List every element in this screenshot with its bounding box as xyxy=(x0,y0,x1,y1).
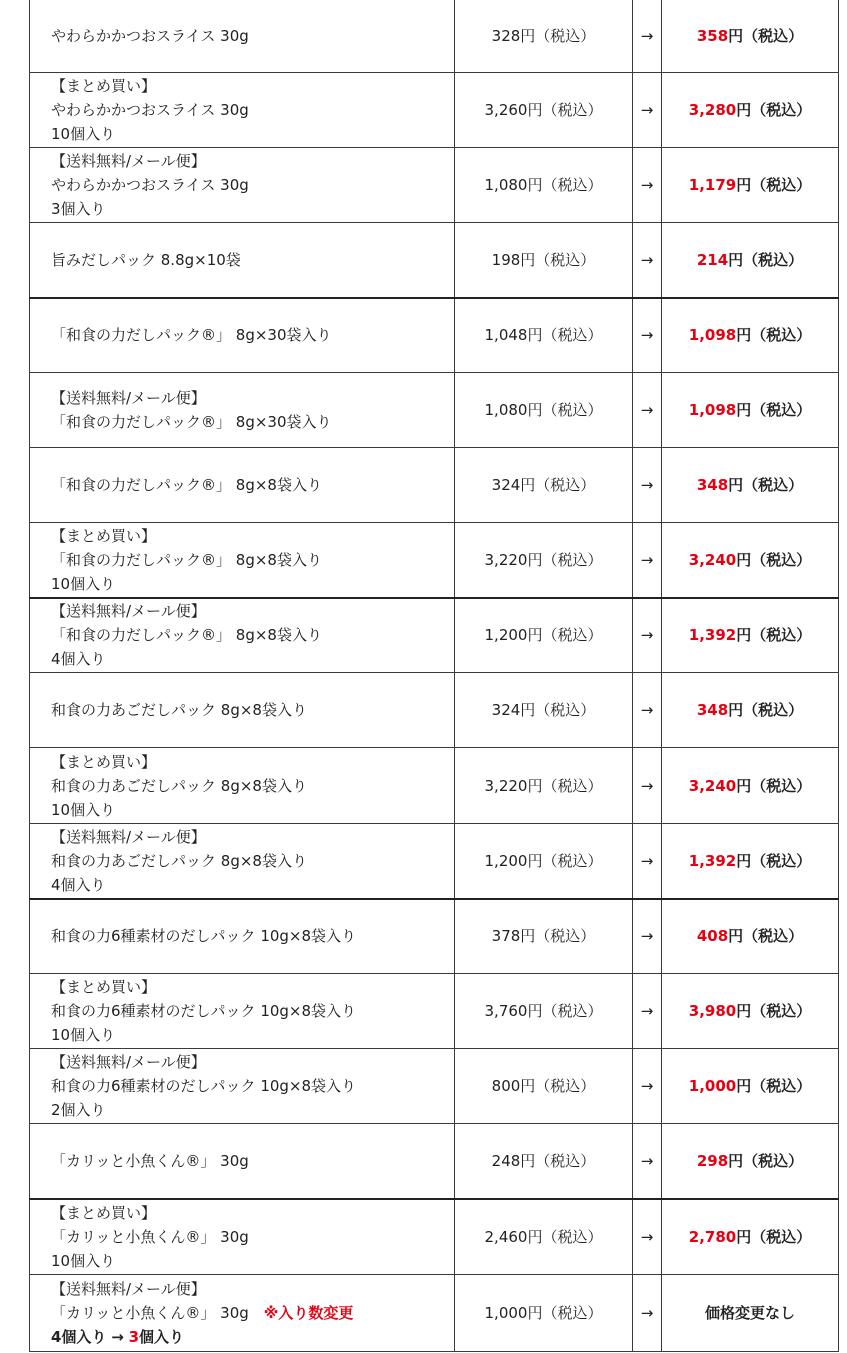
table-row xyxy=(30,73,839,148)
product-name: 和食の力あごだしパック 8g×8袋入り xyxy=(51,851,307,870)
arrow-cell xyxy=(633,298,662,373)
new-price-suffix: 円（税込） xyxy=(728,701,804,719)
old-price: 1,000円（税込） xyxy=(484,1304,603,1322)
new-price-amount: 408 xyxy=(696,927,729,946)
new-price-suffix: 円（税込） xyxy=(736,176,812,194)
table-row xyxy=(30,748,839,824)
product-name-cell xyxy=(30,0,455,73)
product-name-cell xyxy=(30,1124,455,1199)
new-price-amount: 348 xyxy=(696,476,729,494)
product-name: 「カリッと小魚くん®」 30g xyxy=(51,1227,249,1246)
new-price-suffix: 円（税込） xyxy=(736,851,812,870)
new-price-suffix: 円（税込） xyxy=(728,26,804,45)
new-price-amount: 2,780 xyxy=(688,1227,737,1246)
product-name: 「和食の力だしパック®」 8g×30袋入り xyxy=(51,326,332,345)
old-price-cell xyxy=(455,899,633,974)
old-price-cell xyxy=(455,298,633,373)
right-arrow-icon: → xyxy=(640,626,654,645)
product-tag: 【送料無料/メール便】 xyxy=(51,602,206,621)
price-table-body xyxy=(30,0,839,1352)
right-arrow-icon: → xyxy=(640,701,654,719)
old-price: 3,760円（税込） xyxy=(484,1002,603,1020)
new-price-suffix: 円（税込） xyxy=(736,1077,812,1095)
product-name-cell xyxy=(30,523,455,598)
product-name-cell xyxy=(30,298,455,373)
old-price: 1,200円（税込） xyxy=(484,626,603,645)
old-price-cell xyxy=(455,373,633,448)
old-price: 198円（税込） xyxy=(491,250,596,269)
right-arrow-icon: → xyxy=(640,1077,654,1095)
product-tag: 【送料無料/メール便】 xyxy=(51,1280,206,1298)
table-row xyxy=(30,899,839,974)
right-arrow-icon: → xyxy=(640,401,654,419)
new-price-cell xyxy=(662,298,839,373)
old-price-cell xyxy=(455,1124,633,1199)
arrow-cell xyxy=(633,1049,662,1124)
old-price: 1,048円（税込） xyxy=(484,326,603,345)
product-name-cell xyxy=(30,974,455,1049)
table-row xyxy=(30,223,839,298)
arrow-cell xyxy=(633,1124,662,1199)
product-tag: 【送料無料/メール便】 xyxy=(51,152,206,170)
product-quantity: 10個入り xyxy=(51,1026,116,1044)
product-name: やわらかかつおスライス 30g xyxy=(51,101,249,119)
price-change-table xyxy=(29,0,839,1352)
product-name: 「和食の力だしパック®」 8g×8袋入り xyxy=(51,476,322,494)
product-name-cell xyxy=(30,223,455,298)
old-price-cell xyxy=(455,223,633,298)
product-name: 旨みだしパック 8.8g×10袋 xyxy=(51,250,241,269)
arrow-cell xyxy=(633,523,662,598)
new-price-cell xyxy=(662,598,839,673)
table-row xyxy=(30,0,839,73)
new-price-amount: 1,392 xyxy=(688,851,737,870)
product-quantity: 4個入り xyxy=(51,650,106,669)
product-tag: 【まとめ買い】 xyxy=(51,77,157,95)
product-quantity: 10個入り xyxy=(51,574,116,593)
old-price-cell xyxy=(455,73,633,148)
old-price-cell xyxy=(455,824,633,899)
table-row xyxy=(30,1049,839,1124)
new-price-suffix: 円（税込） xyxy=(736,101,812,119)
table-row xyxy=(30,974,839,1049)
new-quantity-number: 3 xyxy=(128,1328,140,1346)
product-name: 和食の力6種素材のだしパック 10g×8袋入り xyxy=(51,927,357,946)
arrow-cell xyxy=(633,0,662,73)
new-price-amount: 348 xyxy=(696,701,729,719)
old-price-cell xyxy=(455,523,633,598)
product-quantity: 2個入り xyxy=(51,1101,106,1119)
table-row xyxy=(30,824,839,899)
product-name-cell xyxy=(30,1275,455,1352)
product-name-cell xyxy=(30,1199,455,1275)
product-tag: 【まとめ買い】 xyxy=(51,526,157,545)
new-price-suffix: 円（税込） xyxy=(736,626,812,645)
new-price-suffix: 円（税込） xyxy=(736,1227,812,1246)
old-quantity: 4個入り xyxy=(51,1328,107,1346)
right-arrow-icon: → xyxy=(640,326,654,345)
new-price-amount: 3,280 xyxy=(688,101,737,119)
new-price-amount: 1,098 xyxy=(688,326,737,345)
new-price-cell xyxy=(662,899,839,974)
new-quantity-suffix: 個入り xyxy=(139,1328,185,1346)
old-price-cell xyxy=(455,148,633,223)
old-price-cell xyxy=(455,0,633,73)
product-name: 和食の力6種素材のだしパック 10g×8袋入り xyxy=(51,1002,357,1020)
table-row xyxy=(30,673,839,748)
arrow-cell xyxy=(633,73,662,148)
new-price-amount: 1,179 xyxy=(688,176,737,194)
right-arrow-icon: → xyxy=(640,476,654,494)
new-price-suffix: 円（税込） xyxy=(728,1151,804,1170)
old-price-cell xyxy=(455,448,633,523)
table-row xyxy=(30,598,839,673)
new-price-suffix: 円（税込） xyxy=(736,550,812,569)
new-price-suffix: 円（税込） xyxy=(736,326,812,345)
new-price-amount: 3,240 xyxy=(688,776,737,795)
new-price-cell xyxy=(662,73,839,148)
table-row xyxy=(30,1124,839,1199)
new-price-suffix: 円（税込） xyxy=(736,401,812,419)
product-name: 「和食の力だしパック®」 8g×8袋入り xyxy=(51,550,322,569)
product-name: 「和食の力だしパック®」 8g×30袋入り xyxy=(51,413,332,431)
product-name-cell xyxy=(30,148,455,223)
product-name-cell xyxy=(30,448,455,523)
table-row xyxy=(30,1199,839,1275)
old-price: 1,080円（税込） xyxy=(484,176,603,194)
new-price-amount: 1,000 xyxy=(688,1077,737,1095)
right-arrow-icon: → xyxy=(640,851,654,870)
new-price-suffix: 円（税込） xyxy=(728,476,804,494)
new-price-amount: 214 xyxy=(696,250,729,269)
right-arrow-icon: → xyxy=(640,1002,654,1020)
product-name-cell xyxy=(30,899,455,974)
new-price-suffix: 円（税込） xyxy=(728,250,804,269)
product-tag: 【まとめ買い】 xyxy=(51,752,157,771)
new-price-cell xyxy=(662,748,839,824)
new-price-cell xyxy=(662,1049,839,1124)
product-name: 「カリッと小魚くん®」 30g xyxy=(51,1304,249,1322)
new-price-cell xyxy=(662,448,839,523)
right-arrow-icon: → xyxy=(640,550,654,569)
quantity-change-note: ※入り数変更 xyxy=(263,1304,354,1322)
old-price-cell xyxy=(455,673,633,748)
new-price-amount: 3,980 xyxy=(688,1002,737,1020)
arrow-cell xyxy=(633,1275,662,1352)
right-arrow-icon: → xyxy=(640,776,654,795)
new-price-amount: 358 xyxy=(696,26,729,45)
new-price-cell xyxy=(662,974,839,1049)
arrow-cell xyxy=(633,748,662,824)
new-price-amount: 3,240 xyxy=(688,550,737,569)
product-tag: 【送料無料/メール便】 xyxy=(51,1053,206,1071)
product-name-cell xyxy=(30,373,455,448)
no-price-change: 価格変更なし xyxy=(704,1304,795,1322)
old-price: 324円（税込） xyxy=(491,701,596,719)
new-price-cell xyxy=(662,0,839,73)
arrow-cell xyxy=(633,899,662,974)
product-name: やわらかかつおスライス 30g xyxy=(51,26,249,45)
new-price-cell xyxy=(662,148,839,223)
new-price-cell xyxy=(662,1199,839,1275)
new-price-suffix: 円（税込） xyxy=(736,776,812,795)
product-name: 和食の力あごだしパック 8g×8袋入り xyxy=(51,701,307,719)
product-name-line xyxy=(51,1301,454,1325)
old-price-cell xyxy=(455,1199,633,1275)
table-row xyxy=(30,373,839,448)
old-price-cell xyxy=(455,748,633,824)
new-price-cell xyxy=(662,1275,839,1352)
arrow-cell xyxy=(633,148,662,223)
product-quantity: 10個入り xyxy=(51,125,116,143)
right-arrow-icon: → xyxy=(640,1151,654,1170)
new-price-cell xyxy=(662,1124,839,1199)
new-price-cell xyxy=(662,223,839,298)
old-price-cell xyxy=(455,1275,633,1352)
product-name: 和食の力あごだしパック 8g×8袋入り xyxy=(51,776,307,795)
right-arrow-icon: → xyxy=(640,250,654,269)
old-price: 328円（税込） xyxy=(491,26,596,45)
quantity-change-line xyxy=(51,1325,454,1349)
arrow-cell xyxy=(633,1199,662,1275)
arrow-cell xyxy=(633,448,662,523)
product-quantity: 3個入り xyxy=(51,200,106,218)
product-tag: 【送料無料/メール便】 xyxy=(51,827,206,846)
product-name: やわらかかつおスライス 30g xyxy=(51,176,249,194)
product-name-cell xyxy=(30,673,455,748)
old-price: 3,220円（税込） xyxy=(484,550,603,569)
old-price-cell xyxy=(455,974,633,1049)
product-quantity: 10個入り xyxy=(51,1251,116,1270)
table-row xyxy=(30,1275,839,1352)
product-name-cell xyxy=(30,598,455,673)
new-price-cell xyxy=(662,373,839,448)
product-tag: 【まとめ買い】 xyxy=(51,978,157,996)
product-name: 「カリッと小魚くん®」 30g xyxy=(51,1151,249,1170)
right-arrow-icon: → xyxy=(640,26,654,45)
right-arrow-icon: → xyxy=(640,101,654,119)
right-arrow-icon: → xyxy=(640,927,654,946)
old-price: 324円（税込） xyxy=(491,476,596,494)
new-price-cell xyxy=(662,824,839,899)
product-name: 和食の力6種素材のだしパック 10g×8袋入り xyxy=(51,1077,357,1095)
new-price-cell xyxy=(662,673,839,748)
product-quantity: 4個入り xyxy=(51,875,106,894)
arrow-cell xyxy=(633,598,662,673)
new-price-cell xyxy=(662,523,839,598)
old-price: 248円（税込） xyxy=(491,1151,596,1170)
product-quantity: 10個入り xyxy=(51,800,116,819)
new-price-suffix: 円（税込） xyxy=(736,1002,812,1020)
old-price: 3,260円（税込） xyxy=(484,101,603,119)
new-price-amount: 298 xyxy=(696,1151,729,1170)
old-price: 3,220円（税込） xyxy=(484,776,603,795)
new-price-amount: 1,392 xyxy=(688,626,737,645)
product-name-cell xyxy=(30,824,455,899)
old-price: 1,080円（税込） xyxy=(484,401,603,419)
right-arrow-icon: → xyxy=(640,1304,654,1322)
table-row xyxy=(30,523,839,598)
old-price: 800円（税込） xyxy=(491,1077,596,1095)
arrow-cell xyxy=(633,673,662,748)
right-arrow-icon: → xyxy=(640,1227,654,1246)
right-arrow-icon: → xyxy=(640,176,654,194)
product-tag: 【まとめ買い】 xyxy=(51,1203,157,1222)
arrow-cell xyxy=(633,373,662,448)
product-name: 「和食の力だしパック®」 8g×8袋入り xyxy=(51,626,322,645)
old-price-cell xyxy=(455,1049,633,1124)
old-price: 1,200円（税込） xyxy=(484,851,603,870)
table-row xyxy=(30,298,839,373)
product-name-cell xyxy=(30,748,455,824)
old-price: 378円（税込） xyxy=(491,927,596,946)
product-tag: 【送料無料/メール便】 xyxy=(51,389,206,407)
table-row xyxy=(30,148,839,223)
new-price-amount: 1,098 xyxy=(688,401,737,419)
arrow-cell xyxy=(633,824,662,899)
table-row xyxy=(30,448,839,523)
new-price-suffix: 円（税込） xyxy=(728,927,804,946)
old-price: 2,460円（税込） xyxy=(484,1227,603,1246)
product-name-cell xyxy=(30,1049,455,1124)
arrow-cell xyxy=(633,974,662,1049)
right-arrow-icon: → xyxy=(111,1328,124,1346)
arrow-cell xyxy=(633,223,662,298)
old-price-cell xyxy=(455,598,633,673)
product-name-cell xyxy=(30,73,455,148)
